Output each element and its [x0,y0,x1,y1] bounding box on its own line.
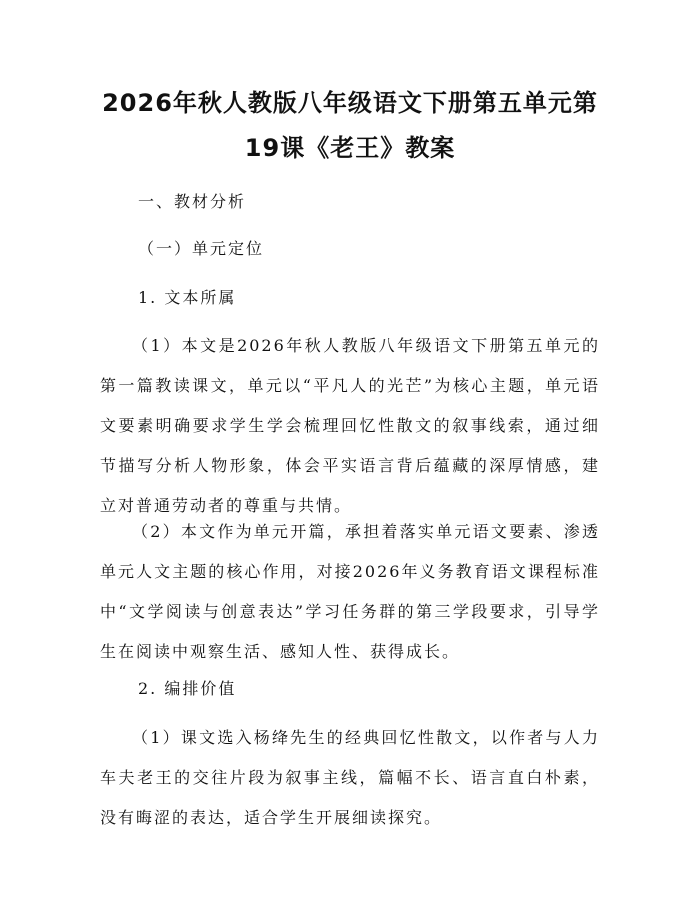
subsection-heading-unit-positioning: （一）单元定位 [138,239,265,258]
paragraph-arrangement-value-1: （1）课文选入杨绛先生的经典回忆性散文，以作者与人力车夫老王的交往片段为叙事主线，篇幅不长、语言直白朴素，没有晦涩的表达，适合学生开展细读探究。 [100,728,600,827]
document-title-line-2: 19课《老王》教案 [244,134,456,162]
document-title-line-1: 2026年秋人教版八年级语文下册第五单元第 [102,89,598,117]
section-heading-teaching-material-analysis: 一、教材分析 [138,192,247,211]
item-heading-text-belonging: 1. 文本所属 [138,288,237,307]
paragraph-text-belonging-2: （2）本文作为单元开篇，承担着落实单元语文要素、渗透单元人文主题的核心作用，对接2026年义务教育语文课程标准中“文学阅读与创意表达”学习任务群的第三学段要求，引导学生在阅读中观察生活、感知人性、获得成长。 [100,522,600,661]
item-heading-arrangement-value: 2. 编排价值 [138,679,237,698]
paragraph-text-belonging-1: （1）本文是2026年秋人教版八年级语文下册第五单元的第一篇教读课文，单元以“平凡人的光芒”为核心主题，单元语文要素明确要求学生学会梳理回忆性散文的叙事线索，通过细节描写分析人物形象，体会平实语言背后蕴藏的深厚情感，建立对普通劳动者的尊重与共情。 [100,336,600,515]
